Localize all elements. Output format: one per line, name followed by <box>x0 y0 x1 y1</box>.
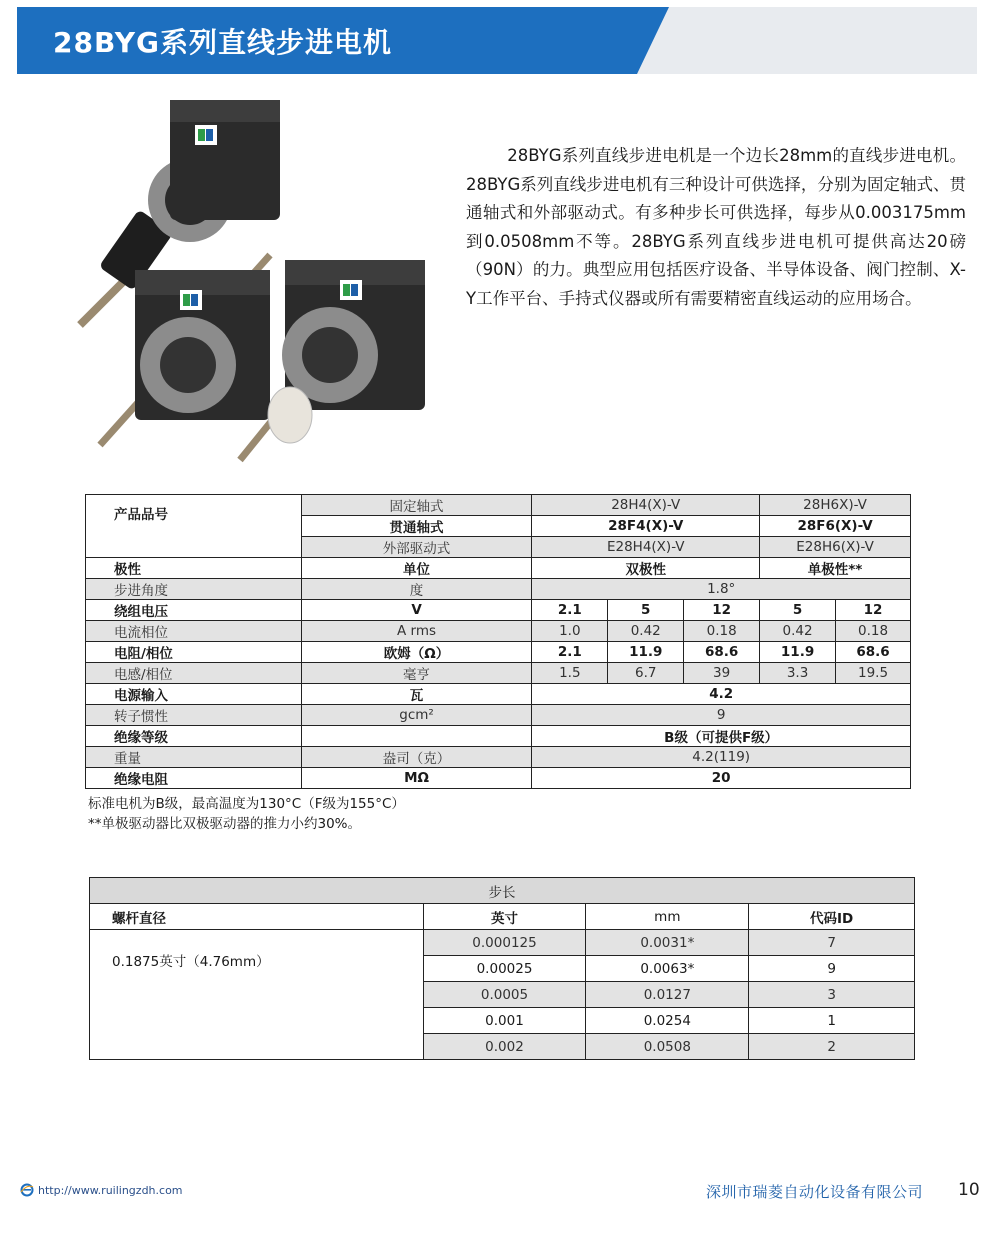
cell: 0.18 <box>684 621 760 642</box>
footer-company: 深圳市瑞菱自动化设备有限公司 <box>706 1183 924 1201</box>
row-label: 步进角度 <box>86 579 302 600</box>
row-label: 电流相位 <box>86 621 302 642</box>
cell: 0.0031* <box>586 930 749 956</box>
row-label: 转子惯性 <box>86 705 302 726</box>
variant-bipolar: E28H4(X)-V <box>532 537 760 558</box>
col-mm: mm <box>586 904 749 930</box>
row-unit: gcm² <box>301 705 532 726</box>
cell: 2.1 <box>532 600 608 621</box>
cell: 5 <box>608 600 684 621</box>
cell: 68.6 <box>684 642 760 663</box>
cell: 19.5 <box>836 663 911 684</box>
col-diameter: 螺杆直径 <box>90 904 424 930</box>
row-label: 电感/相位 <box>86 663 302 684</box>
table-row <box>86 747 911 768</box>
table-row <box>90 930 915 956</box>
cell: 12 <box>836 600 911 621</box>
cell: 0.42 <box>608 621 684 642</box>
cell: 0.0508 <box>586 1034 749 1060</box>
note-line: **单极驱动器比双极驱动器的推力小约30%。 <box>88 816 362 832</box>
variant-bipolar: 28F4(X)-V <box>532 516 760 537</box>
page-number: 10 <box>958 1180 980 1200</box>
table-row <box>86 495 911 516</box>
intro-paragraph: 28BYG系列直线步进电机是一个边长28mm的直线步进电机。28BYG系列直线步进电机有三种设计可供选择，分别为固定轴式、贯通轴式和外部驱动式。有多种步长可供选择，每步从0.003175mm到0.0508mm不等。28BYG系列直线步进电机可提供高达20磅（90N）的力。典型应用包括医疗设备、半导体设备、阀门控制、X-Y工作平台、手持式仪器或所有需要精密直线运动的应用场合。 <box>466 146 966 308</box>
cell: 1 <box>749 1008 915 1034</box>
table-row <box>86 642 911 663</box>
cell: 11.9 <box>760 642 836 663</box>
cell: 1.0 <box>532 621 608 642</box>
row-unit: MΩ <box>301 768 532 789</box>
row-unit: 单位 <box>301 558 532 579</box>
row-unit: 瓦 <box>301 684 532 705</box>
cell: 1.8° <box>532 579 911 600</box>
row-unit: V <box>301 600 532 621</box>
step-table <box>89 877 915 1060</box>
row-unit: 度 <box>301 579 532 600</box>
cell: 0.001 <box>423 1008 586 1034</box>
note-line: 标准电机为B级，最高温度为130°C（F级为155°C） <box>88 796 405 812</box>
cell: 68.6 <box>836 642 911 663</box>
cell: 4.2 <box>532 684 911 705</box>
cell: 单极性** <box>760 558 911 579</box>
spec-table <box>85 494 911 789</box>
footer-url[interactable] <box>20 1183 183 1197</box>
variant-type: 外部驱动式 <box>301 537 532 558</box>
table-row <box>86 558 911 579</box>
header-banner <box>17 7 977 74</box>
cell: 双极性 <box>532 558 760 579</box>
cell: 3 <box>749 982 915 1008</box>
cell: 0.42 <box>760 621 836 642</box>
cell: 0.0254 <box>586 1008 749 1034</box>
footer-url-text[interactable]: http://www.ruilingzdh.com <box>38 1183 183 1197</box>
row-label: 绝缘电阻 <box>86 768 302 789</box>
variant-type: 贯通轴式 <box>301 516 532 537</box>
cell: 0.00025 <box>423 956 586 982</box>
row-label: 绝缘等级 <box>86 726 302 747</box>
row-unit: 盎司（克） <box>301 747 532 768</box>
row-unit: A rms <box>301 621 532 642</box>
table-notes <box>88 794 405 834</box>
table-row <box>86 705 911 726</box>
cell: 2.1 <box>532 642 608 663</box>
col-code: 代码ID <box>749 904 915 930</box>
table-row <box>86 600 911 621</box>
row-label: 电阻/相位 <box>86 642 302 663</box>
variant-unipolar: 28F6(X)-V <box>760 516 911 537</box>
diameter-cell: 0.1875英寸（4.76mm） <box>90 930 424 1060</box>
variant-type: 固定轴式 <box>301 495 532 516</box>
cell: 7 <box>749 930 915 956</box>
cell: 5 <box>760 600 836 621</box>
browser-icon <box>20 1183 34 1197</box>
product-image <box>60 95 450 475</box>
cell: B级（可提供F级） <box>532 726 911 747</box>
variant-unipolar: 28H6X)-V <box>760 495 911 516</box>
row-label: 极性 <box>86 558 302 579</box>
row-unit: 毫亨 <box>301 663 532 684</box>
col-inch: 英寸 <box>423 904 586 930</box>
variant-unipolar: E28H6(X)-V <box>760 537 911 558</box>
row-unit: 欧姆（Ω） <box>301 642 532 663</box>
table-row <box>86 579 911 600</box>
cell: 9 <box>532 705 911 726</box>
table-row <box>86 621 911 642</box>
cell: 0.002 <box>423 1034 586 1060</box>
row-label: 绕组电压 <box>86 600 302 621</box>
table-row <box>86 726 911 747</box>
table-row <box>90 904 915 930</box>
cell: 11.9 <box>608 642 684 663</box>
table-row <box>86 768 911 789</box>
table-row <box>86 663 911 684</box>
cell: 0.0005 <box>423 982 586 1008</box>
cell: 12 <box>684 600 760 621</box>
cell: 20 <box>532 768 911 789</box>
table-row <box>90 878 915 904</box>
row-label: 电源输入 <box>86 684 302 705</box>
cell: 9 <box>749 956 915 982</box>
table-row <box>86 684 911 705</box>
cell: 0.000125 <box>423 930 586 956</box>
cell: 1.5 <box>532 663 608 684</box>
cell: 0.18 <box>836 621 911 642</box>
cell: 3.3 <box>760 663 836 684</box>
product-label: 产品品号 <box>86 495 302 558</box>
cell: 0.0063* <box>586 956 749 982</box>
cell: 4.2(119) <box>532 747 911 768</box>
cell: 6.7 <box>608 663 684 684</box>
cell: 0.0127 <box>586 982 749 1008</box>
row-label: 重量 <box>86 747 302 768</box>
row-unit <box>301 726 532 747</box>
cell: 2 <box>749 1034 915 1060</box>
cell: 39 <box>684 663 760 684</box>
variant-bipolar: 28H4(X)-V <box>532 495 760 516</box>
page-title: 28BYG系列直线步进电机 <box>53 26 393 59</box>
step-table-title: 步长 <box>90 878 915 904</box>
